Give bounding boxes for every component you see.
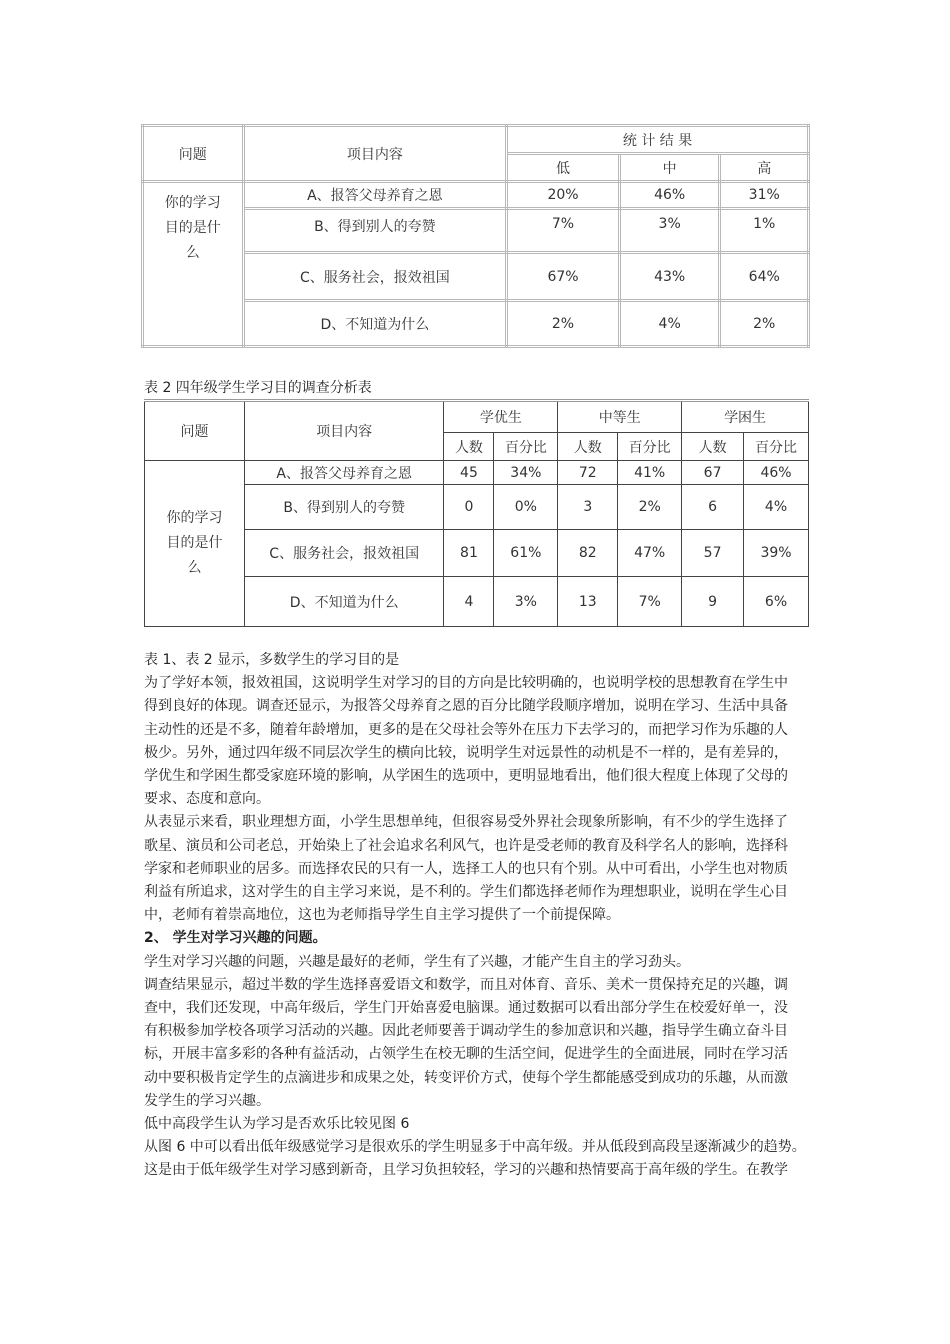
subheader-count: 人数 [558, 433, 618, 461]
row-item: D、不知道为什么 [243, 301, 507, 347]
subheader-low: 低 [507, 154, 620, 182]
body-line: 调查结果显示，超过半数的学生选择喜爱语文和数学，而且对体育、音乐、美术一贯保持充足的兴趣，调 [144, 976, 788, 993]
body-line: 要求、态度和意向。 [144, 791, 270, 808]
body-line: 发学生的学习兴趣。 [144, 1092, 270, 1109]
subheader-percent: 百分比 [494, 433, 558, 461]
cell: 6 [682, 485, 744, 530]
header-stats: 统 计 结 果 [507, 126, 809, 154]
body-line: 为了学好本领，报效祖国，这说明学生对学习的目的方向是比较明确的，也说明学校的思想教育在学生中 [144, 675, 788, 692]
body-line: 学家和老师职业的居多。而选择农民的只有一人，选择工人的也只有个别。从中可看出，小学生也对物质 [144, 860, 788, 877]
cell: 0 [444, 485, 494, 530]
cell: 20% [507, 182, 620, 209]
subheader-percent: 百分比 [618, 433, 682, 461]
body-line: 从图 6 中可以看出低年级感觉学习是很欢乐的学生明显多于中高年级。并从低段到高段呈逐渐减少的趋势。 [144, 1139, 806, 1156]
table-2-caption: 表 2 四年级学生学习目的调查分析表 [144, 380, 372, 396]
section-heading: 2、 学生对学习兴趣的问题。 [144, 930, 327, 947]
row-item: B、得到别人的夸赞 [244, 485, 444, 530]
cell: 67 [682, 461, 744, 485]
body-line: 标，开展丰富多彩的各种有益活动，占领学生在校无聊的生活空间，促进学生的全面进展，同时在学习活 [144, 1046, 788, 1063]
subheader-high: 高 [720, 154, 809, 182]
header-item: 项目内容 [244, 401, 444, 461]
body-line: 这是由于低年级学生对学习感到新奇，且学习负担较轻，学习的兴趣和热情要高于高年级的学生。在教学 [144, 1162, 788, 1179]
cell: 41% [618, 461, 682, 485]
question-cell [143, 182, 244, 347]
cell: 81 [444, 530, 494, 577]
cell: 31% [720, 182, 809, 209]
cell: 13 [558, 577, 618, 627]
cell: 72 [558, 461, 618, 485]
subheader-count: 人数 [444, 433, 494, 461]
cell: 82 [558, 530, 618, 577]
row-item: C、服务社会，报效祖国 [243, 253, 507, 301]
cell: 39% [744, 530, 809, 577]
cell: 4% [619, 301, 720, 347]
cell: 4 [444, 577, 494, 627]
table-2 [144, 399, 809, 627]
cell: 7% [507, 209, 620, 253]
header-question: 问题 [143, 126, 244, 182]
header-question: 问题 [145, 401, 245, 461]
body-line: 歌星、演员和公司老总，开始染上了社会追求名利风气，也许是受老师的教育及科学名人的影响，选择科 [144, 837, 788, 854]
body-line: 中，老师有着崇高地位，这也为老师指导学生自主学习提供了一个前提保障。 [144, 907, 620, 924]
question-text: 你的学习目的是什么 [164, 195, 221, 261]
cell: 4% [744, 485, 809, 530]
group-top: 学优生 [444, 401, 558, 433]
cell: 46% [619, 182, 720, 209]
cell: 57 [682, 530, 744, 577]
cell: 2% [618, 485, 682, 530]
subheader-percent: 百分比 [744, 433, 809, 461]
subheader-count: 人数 [682, 433, 744, 461]
cell: 0% [494, 485, 558, 530]
body-text [144, 649, 816, 1183]
row-item: B、得到别人的夸赞 [243, 209, 507, 253]
cell: 45 [444, 461, 494, 485]
cell: 3% [494, 577, 558, 627]
row-item: A、报答父母养育之恩 [244, 461, 444, 485]
cell: 3% [619, 209, 720, 253]
question-cell [145, 461, 245, 627]
body-line: 学生对学习兴趣的问题，兴趣是最好的老师，学生有了兴趣，才能产生自主的学习劲头。 [144, 953, 690, 970]
body-line: 查中，我们还发现，中高年级后，学生门开始喜爱电脑课。通过数据可以看出部分学生在校爱好单一，没 [144, 1000, 788, 1017]
cell: 43% [619, 253, 720, 301]
cell: 67% [507, 253, 620, 301]
body-line: 低中高段学生认为学习是否欢乐比较见图 6 [144, 1116, 410, 1133]
body-line: 得到良好的体现。调查还显示，为报答父母养育之恩的百分比随学段顺序增加，说明在学习、生活中具备 [144, 698, 788, 715]
body-line: 有积极参加学校各项学习活动的兴趣。因此老师要善于调动学生的参加意识和兴趣，指导学生确立奋斗目 [144, 1023, 788, 1040]
cell: 64% [720, 253, 809, 301]
cell: 61% [494, 530, 558, 577]
body-line: 极少。另外，通过四年级不同层次学生的横向比较，说明学生对远景性的动机是不一样的，是有差异的， [144, 744, 788, 761]
body-line: 从表显示来看，职业理想方面，小学生思想单纯，但很容易受外界社会现象所影响，有不少的学生选择了 [144, 814, 788, 831]
question-text: 你的学习目的是什么 [166, 510, 223, 576]
cell: 3 [558, 485, 618, 530]
body-line: 学优生和学困生都受家庭环境的影响，从学困生的选项中，更明显地看出，他们很大程度上体现了父母的 [144, 768, 788, 785]
cell: 2% [720, 301, 809, 347]
cell: 1% [720, 209, 809, 253]
cell: 6% [744, 577, 809, 627]
cell: 34% [494, 461, 558, 485]
cell: 46% [744, 461, 809, 485]
cell: 9 [682, 577, 744, 627]
row-item: A、报答父母养育之恩 [243, 182, 507, 209]
group-mid: 中等生 [558, 401, 682, 433]
body-line: 利益有所追求，这对学生的自主学习来说，是不利的。学生们都选择老师作为理想职业，说明在学生心目 [144, 884, 788, 901]
cell: 7% [618, 577, 682, 627]
table-1 [141, 124, 810, 348]
cell: 47% [618, 530, 682, 577]
header-item: 项目内容 [243, 126, 507, 182]
body-line: 表 1、表 2 显示，多数学生的学习目的是 [144, 652, 400, 668]
subheader-mid: 中 [619, 154, 720, 182]
body-line: 主动性的还是不多，随着年龄增加，更多的是在父母社会等外在压力下去学习的，而把学习作为乐趣的人 [144, 721, 788, 738]
cell: 2% [507, 301, 620, 347]
body-line: 动中要积极肯定学生的点滴进步和成果之处，转变评价方式，使每个学生都能感受到成功的乐趣，从而激 [144, 1069, 788, 1086]
row-item: C、服务社会，报效祖国 [244, 530, 444, 577]
row-item: D、不知道为什么 [244, 577, 444, 627]
group-low: 学困生 [682, 401, 809, 433]
